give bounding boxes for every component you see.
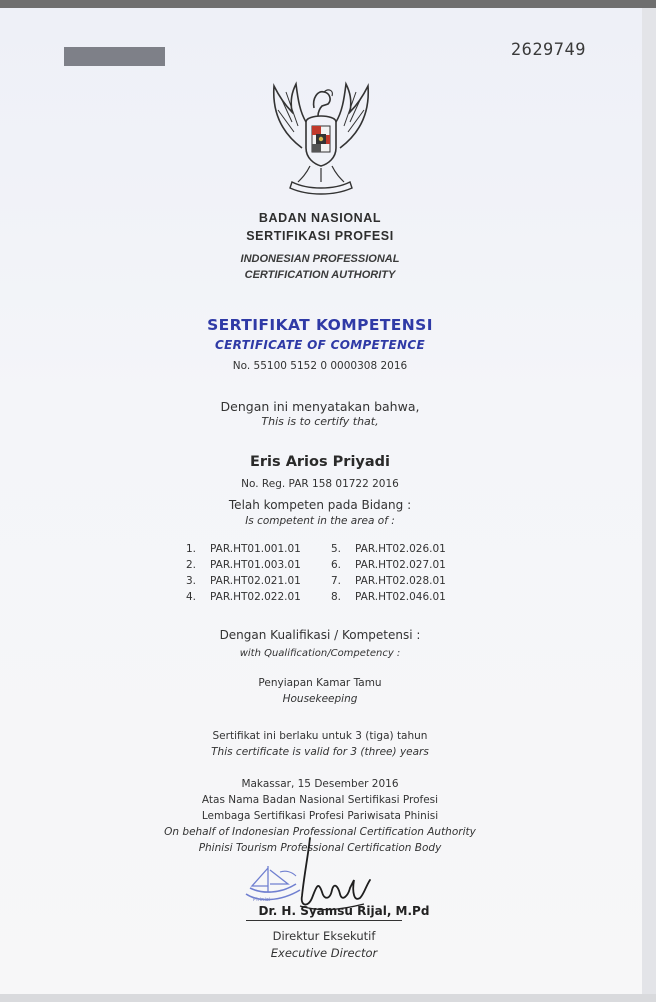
certificate-title-en: CERTIFICATE OF COMPETENCE — [215, 338, 425, 352]
declaration-text: Dengan ini menyatakan bahwa, — [220, 399, 420, 414]
qualification-label-en: with Qualification/Competency : — [239, 648, 401, 659]
issuer-name-en-line1: INDONESIAN PROFESSIONAL — [240, 253, 400, 265]
bottom-edge — [0, 994, 656, 1002]
issuer-name-line1: BADAN NASIONAL — [258, 211, 382, 225]
validity-text: Sertifikat ini berlaku untuk 3 (tiga) tahun — [212, 730, 428, 742]
unit-item — [186, 559, 301, 571]
unit-code: PAR.HT02.021.01 — [210, 575, 301, 587]
lsp-logo-text: Phinisi — [253, 897, 271, 903]
declaration-text-en: This is to certify that, — [261, 415, 379, 428]
unit-number: 7. — [331, 575, 342, 587]
unit-number: 3. — [186, 575, 197, 587]
on-behalf-line1: Atas Nama Badan Nasional Sertifikasi Profesi — [201, 794, 439, 806]
signer-underline — [246, 920, 402, 921]
place-date: Makassar, 15 Desember 2016 — [241, 778, 399, 790]
unit-code: PAR.HT02.026.01 — [355, 543, 446, 555]
issuer-name-line2: SERTIFIKASI PROFESI — [246, 229, 394, 243]
qualification-label: Dengan Kualifikasi / Kompetensi : — [219, 628, 421, 642]
certificate-title: SERTIFIKAT KOMPETENSI — [207, 316, 433, 334]
certificate-number: No. 55100 5152 0 0000308 2016 — [232, 360, 408, 372]
validity-text-en: This certificate is valid for 3 (three) years — [211, 746, 429, 758]
unit-number: 5. — [331, 543, 342, 555]
unit-number: 2. — [186, 559, 197, 571]
unit-number: 1. — [186, 543, 197, 555]
unit-item — [186, 543, 301, 555]
qualification-name-en: Housekeeping — [282, 693, 358, 705]
competent-label: Telah kompeten pada Bidang : — [228, 498, 412, 512]
unit-code: PAR.HT02.027.01 — [355, 559, 446, 571]
redaction-block — [64, 47, 165, 66]
top-bar — [0, 0, 656, 8]
unit-item — [331, 559, 446, 571]
unit-number: 8. — [331, 591, 342, 603]
unit-number: 4. — [186, 591, 197, 603]
unit-code: PAR.HT01.001.01 — [210, 543, 301, 555]
on-behalf-en-line2: Phinisi Tourism Professional Certification Body — [198, 842, 442, 854]
issuer-name-en-line2: CERTIFICATION AUTHORITY — [244, 269, 396, 281]
holder-name: Eris Arios Priyadi — [249, 454, 391, 470]
garuda-emblem-icon — [262, 78, 380, 198]
unit-code: PAR.HT02.028.01 — [355, 575, 446, 587]
unit-code: PAR.HT02.022.01 — [210, 591, 301, 603]
serial-number: 2629749 — [510, 40, 586, 60]
signer-role: Direktur Eksekutif — [272, 929, 376, 943]
unit-item — [331, 543, 446, 555]
unit-item — [331, 575, 446, 587]
unit-item — [186, 575, 301, 587]
on-behalf-en-line1: On behalf of Indonesian Professional Certification Authority — [164, 826, 476, 838]
page-edge — [642, 8, 656, 1002]
unit-number: 6. — [331, 559, 342, 571]
unit-item — [186, 591, 301, 603]
registration-number: No. Reg. PAR 158 01722 2016 — [241, 478, 399, 490]
unit-code: PAR.HT02.046.01 — [355, 591, 446, 603]
competent-label-en: Is competent in the area of : — [245, 515, 395, 527]
signer-name: Dr. H. Syamsu Rijal, M.Pd — [258, 904, 430, 918]
on-behalf-line2: Lembaga Sertifikasi Profesi Pariwisata Phinisi — [201, 810, 439, 822]
qualification-name: Penyiapan Kamar Tamu — [258, 677, 382, 689]
signer-role-en: Executive Director — [270, 946, 378, 960]
unit-code: PAR.HT01.003.01 — [210, 559, 301, 571]
unit-item — [331, 591, 446, 603]
